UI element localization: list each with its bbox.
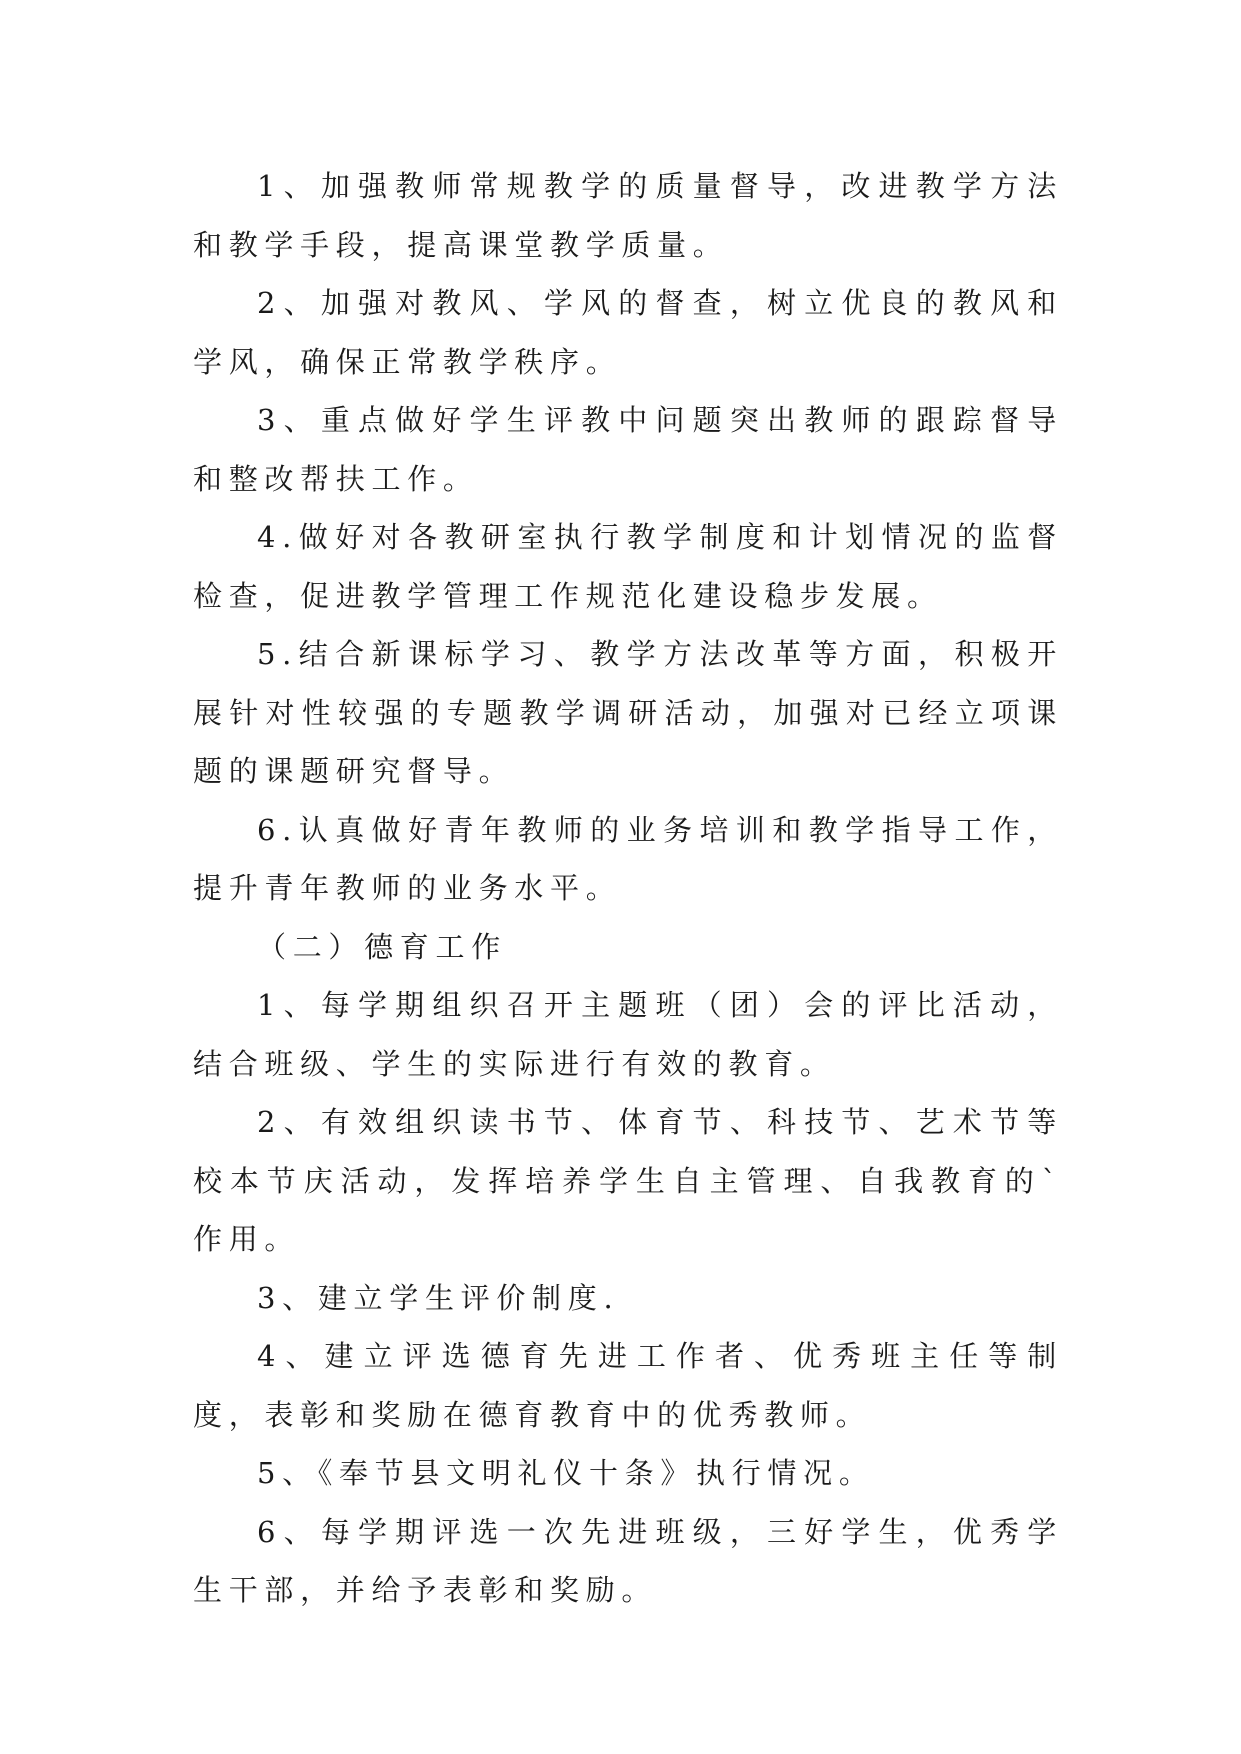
section-paragraph-5: 5、《奉节县文明礼仪十条》执行情况。 bbox=[257, 1456, 875, 1490]
document-page bbox=[193, 157, 1063, 1620]
section-heading-moral-education: （二）德育工作 bbox=[257, 929, 507, 964]
paragraph-3: 3、重点做好学生评教中问题突出教师的跟踪督导和整改帮扶工作。 bbox=[193, 403, 1063, 496]
section-paragraph-1: 1、每学期组织召开主题班（团）会的评比活动，结合班级、学生的实际进行有效的教育。 bbox=[193, 988, 1063, 1081]
paragraph-5: 5.结合新课标学习、教学方法改革等方面，积极开展针对性较强的专题教学调研活动，加强对已经立项课题的课题研究督导。 bbox=[193, 637, 1063, 788]
section-paragraph-3: 3、建立学生评价制度. bbox=[257, 1280, 620, 1315]
paragraph-6: 6.认真做好青年教师的业务培训和教学指导工作，提升青年教师的业务水平。 bbox=[193, 812, 1063, 905]
paragraph-1: 1、加强教师常规教学的质量督导，改进教学方法和教学手段，提高课堂教学质量。 bbox=[193, 169, 1063, 262]
section-paragraph-4: 4、建立评选德育先进工作者、优秀班主任等制度，表彰和奖励在德育教育中的优秀教师。 bbox=[193, 1339, 1063, 1432]
section-paragraph-2: 2、有效组织读书节、体育节、科技节、艺术节等校本节庆活动，发挥培养学生自主管理、自我教育的`作用。 bbox=[193, 1105, 1063, 1256]
paragraph-2: 2、加强对教风、学风的督查，树立优良的教风和学风，确保正常教学秩序。 bbox=[193, 286, 1063, 379]
paragraph-4: 4.做好对各教研室执行教学制度和计划情况的监督检查，促进教学管理工作规范化建设稳步发展。 bbox=[193, 520, 1063, 613]
section-paragraph-6: 6、每学期评选一次先进班级，三好学生，优秀学生干部，并给予表彰和奖励。 bbox=[193, 1514, 1063, 1607]
